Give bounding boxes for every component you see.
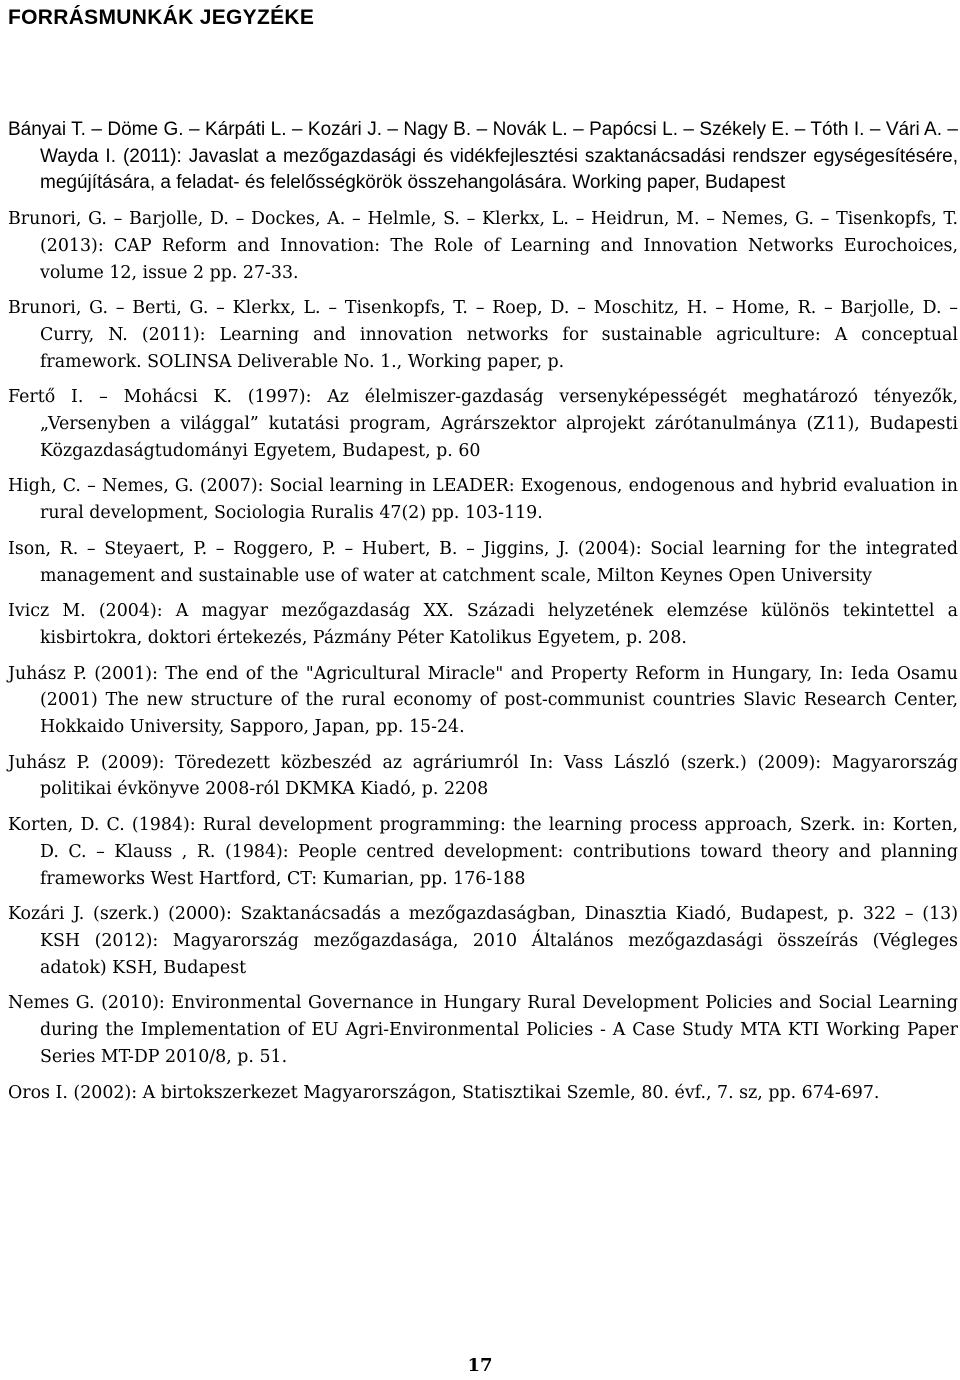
reference-list xyxy=(0,117,960,1115)
reference-item: Brunori, G. – Berti, G. – Klerkx, L. – Tisenkopfs, T. – Roep, D. – Moschitz, H. – Home, R. – Barjolle, D. – Curry, N. (2011): Learning and innovation networks for sustainable agriculture: A conceptual framework. SOLINSA Deliverable No. 1., Working paper, p. xyxy=(8,298,958,372)
reference-item: Ivicz M. (2004): A magyar mezőgazdaság XX. Századi helyzetének elemzése különös tekintettel a kisbirtokra, doktori értekezés, Pázmány Péter Katolikus Egyetem, p. 208. xyxy=(8,601,958,648)
page-number: 17 xyxy=(467,1355,493,1376)
reference-item: Ison, R. – Steyaert, P. – Roggero, P. – Hubert, B. – Jiggins, J. (2004): Social learning for the integrated management and sustainable use of water at catchment scale, Milton Keynes Open University xyxy=(8,538,958,586)
page-title: FORRÁSMUNKÁK JEGYZÉKE xyxy=(8,6,315,29)
reference-item: Juhász P. (2001): The end of the "Agricultural Miracle" and Property Reform in Hungary, In: Ieda Osamu (2001) The new structure of the rural economy of post-communist countries Slavic Research Center, Hokkaido University, Sapporo, Japan, pp. 15-24. xyxy=(8,663,958,738)
reference-item: High, C. – Nemes, G. (2007): Social learning in LEADER: Exogenous, endogenous and hybrid evaluation in rural development, Sociologia Ruralis 47(2) pp. 103-119. xyxy=(8,476,958,524)
reference-item: Korten, D. C. (1984): Rural development programming: the learning process approach, Szerk. in: Korten, D. C. – Klauss , R. (1984): People centred development: contributions toward theory and planning frameworks West Hartford, CT: Kumarian, pp. 176-188 xyxy=(8,815,958,889)
reference-item: Nemes G. (2010): Environmental Governance in Hungary Rural Development Policies and Social Learning during the Implementation of EU Agri-Environmental Policies - A Case Study MTA KTI Working Paper Series MT-DP 2010/8, p. 51. xyxy=(8,993,958,1067)
reference-item: Oros I. (2002): A birtokszerkezet Magyarországon, Statisztikai Szemle, 80. évf., 7. sz, pp. 674-697. xyxy=(8,1082,880,1103)
reference-item: Fertő I. – Mohácsi K. (1997): Az élelmiszer-gazdaság versenyképességét meghatározó tényezők, „Versenyben a világgal” kutatási program, Agrárszektor alprojekt zárótanulmánya (Z11), Budapesti Közgazdaságtudományi Egyetem, Budapest, p. 60 xyxy=(8,387,958,461)
reference-item: Bányai T. – Döme G. – Kárpáti L. – Kozári J. – Nagy B. – Novák L. – Papócsi L. – Székely E. – Tóth I. – Vári A. – Wayda I. (2011): Javaslat a mezőgazdasági és vidékfejlesztési szaktanácsadási rendszer egységesítésére, megújítására, a feladat- és felelősségkörök összehangolására. Working paper, Budapest xyxy=(8,119,958,194)
reference-item: Brunori, G. – Barjolle, D. – Dockes, A. – Helmle, S. – Klerkx, L. – Heidrun, M. – Nemes, G. – Tisenkopfs, T. (2013): CAP Reform and Innovation: The Role of Learning and Innovation Networks Eurochoices, volume 12, issue 2 pp. 27-33. xyxy=(8,209,958,283)
reference-item: Juhász P. (2009): Töredezett közbeszéd az agráriumról In: Vass László (szerk.) (2009): Magyarország politikai évkönyve 2008-ról DKMKA Kiadó, p. 2208 xyxy=(8,752,958,800)
reference-item: Kozári J. (szerk.) (2000): Szaktanácsadás a mezőgazdaságban, Dinasztia Kiadó, Budapest, p. 322 – (13) KSH (2012): Magyarország mezőgazdasága, 2010 Általános mezőgazdasági összeírás (Végleges adatok) KSH, Budapest xyxy=(8,904,958,978)
